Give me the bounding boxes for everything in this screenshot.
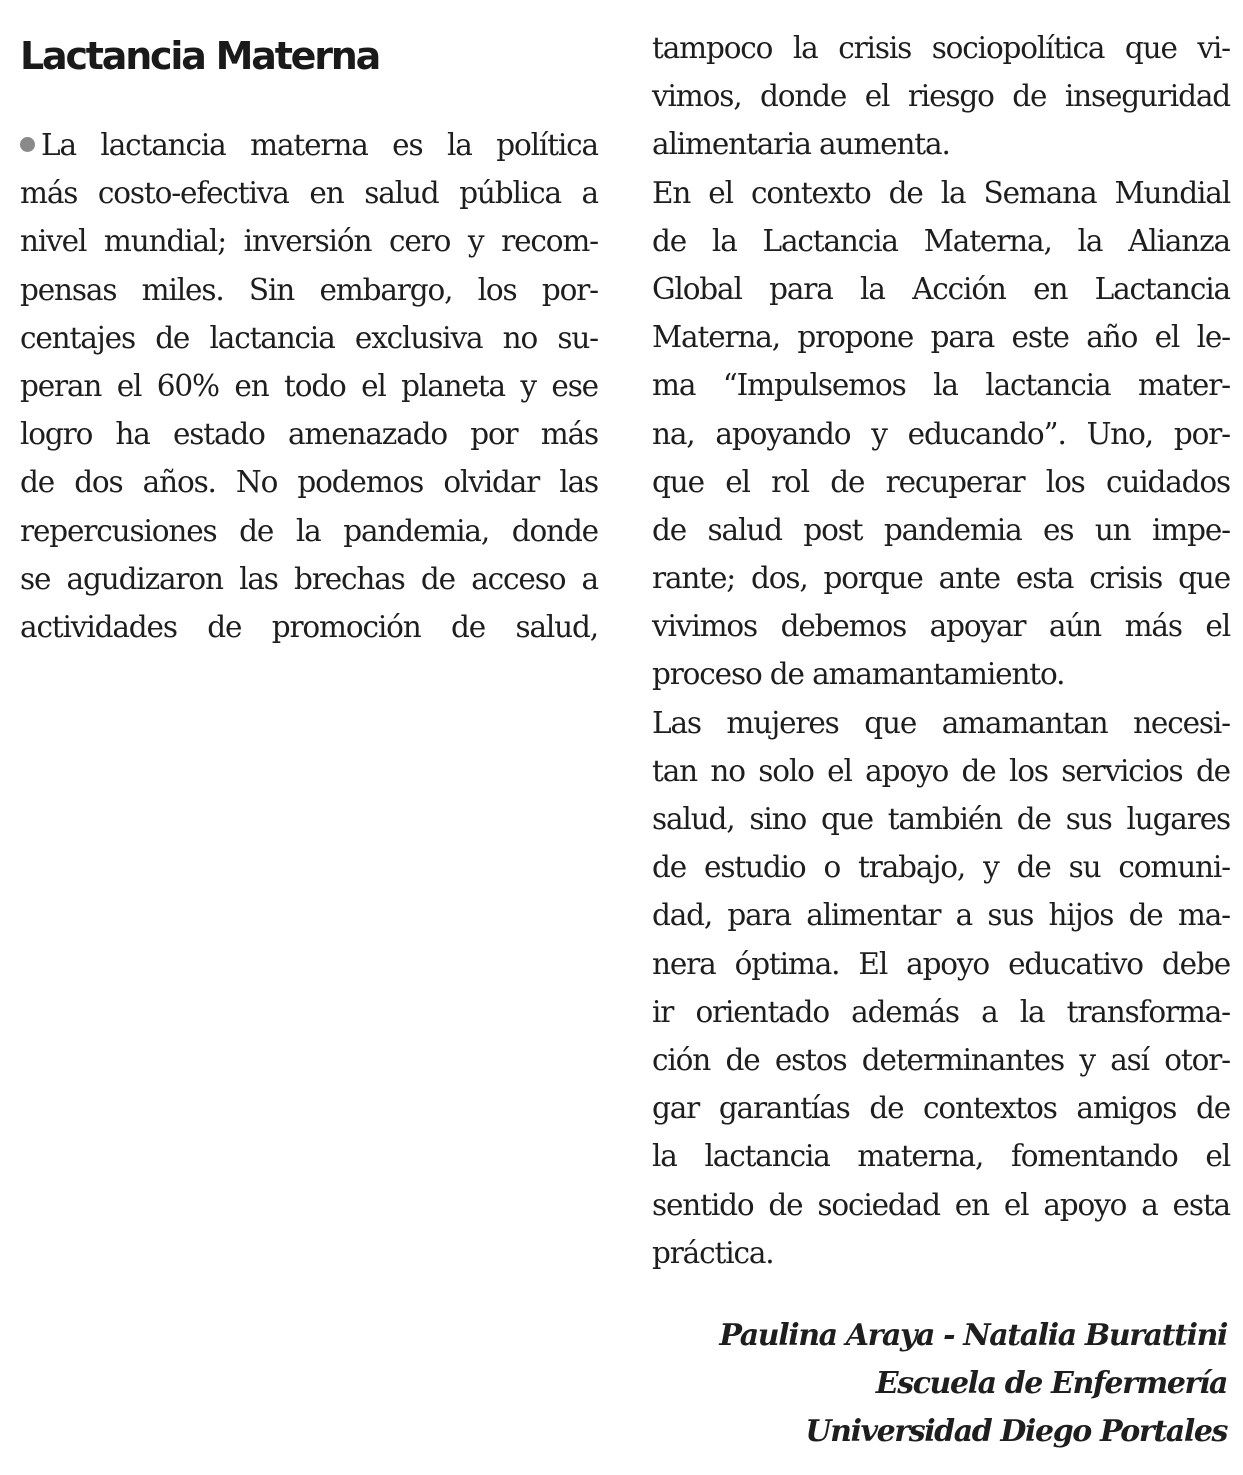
text-line: nera óptima. El apoyo educativo debe: [652, 946, 1230, 981]
text-line: tampoco la crisis sociopolítica que vi-: [652, 31, 1230, 65]
text-line: pensas miles. Sin embargo, los por-: [20, 272, 598, 307]
text-line: proceso de amamantamiento.: [652, 657, 1065, 692]
text-line: [20, 121, 598, 169]
text-line: se agudizaron las brechas de acceso a: [20, 561, 598, 596]
text-line: sentido de sociedad en el apoyo a esta: [652, 1187, 1230, 1222]
text-line: logro ha estado amenazado por más: [20, 417, 598, 452]
text-line: de dos años. No podemos olvidar las: [20, 465, 598, 500]
text-line: que el rol de recuperar los cuidados: [652, 464, 1230, 499]
text-line: ir orientado además a la transforma-: [652, 994, 1230, 1029]
text-line: centajes de lactancia exclusiva no su-: [20, 320, 598, 355]
article-column-right: [652, 24, 1230, 1277]
text-line: ción de estos determinantes y así otor-: [652, 1042, 1230, 1077]
text-line: tan no solo el apoyo de los servicios de: [652, 753, 1230, 788]
article-column-left: [20, 121, 598, 651]
text-line: de salud post pandemia es un impe-: [652, 512, 1230, 547]
text-line: Materna, propone para este año el le-: [652, 320, 1230, 355]
signature-university: Universidad Diego Portales: [805, 1414, 1227, 1449]
text-line-content: La lactancia materna es la política: [41, 128, 598, 162]
text-line: peran el 60% en todo el planeta y ese: [20, 368, 598, 403]
text-line: gar garantías de contextos amigos de: [652, 1091, 1230, 1126]
signature-school: Escuela de Enfermería: [875, 1366, 1227, 1401]
text-line: repercusiones de la pandemia, donde: [20, 513, 598, 548]
text-line: salud, sino que también de sus lugares: [652, 802, 1230, 836]
text-line: En el contexto de la Semana Mundial: [652, 175, 1230, 210]
text-line: de la Lactancia Materna, la Alianza: [652, 223, 1230, 258]
text-line: de estudio o trabajo, y de su comuni-: [652, 850, 1230, 885]
text-line: práctica.: [652, 1235, 774, 1270]
headline: Lactancia Materna: [20, 34, 380, 78]
text-line: actividades de promoción de salud,: [20, 609, 598, 644]
bullet-icon: [20, 137, 35, 152]
signature-authors: Paulina Araya - Natalia Burattini: [719, 1318, 1227, 1353]
text-line: vivimos debemos apoyar aún más el: [652, 609, 1230, 644]
text-line: Las mujeres que amamantan necesi-: [652, 705, 1230, 740]
text-line: vimos, donde el riesgo de inseguridad: [652, 79, 1230, 114]
text-line: alimentaria aumenta.: [652, 127, 950, 162]
text-line: Global para la Acción en Lactancia: [652, 271, 1230, 306]
text-line: na, apoyando y educando”. Uno, por-: [652, 416, 1230, 451]
text-line: la lactancia materna, fomentando el: [652, 1139, 1230, 1174]
text-line: ma “Impulsemos la lactancia mater-: [652, 368, 1230, 403]
text-line: nivel mundial; inversión cero y recom-: [20, 224, 598, 259]
signature-block: [719, 1312, 1227, 1456]
text-line: dad, para alimentar a sus hijos de ma-: [652, 898, 1230, 933]
text-line: más costo-efectiva en salud pública a: [20, 176, 598, 211]
text-line: rante; dos, porque ante esta crisis que: [652, 561, 1230, 596]
